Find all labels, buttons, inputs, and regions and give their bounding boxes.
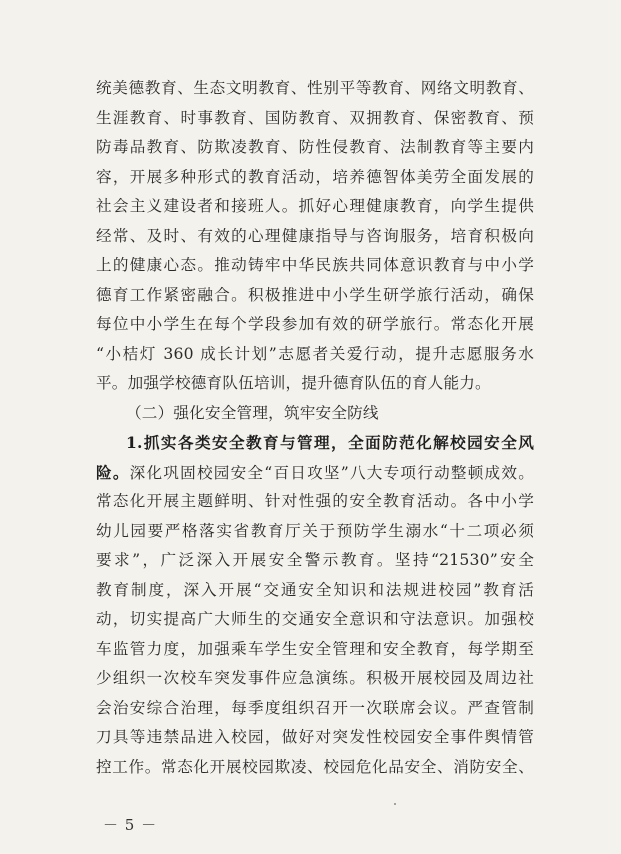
document-body: [96, 74, 534, 782]
body-line: 教育制度，深入开展“交通安全知识和法规进校园”教育活: [96, 580, 534, 599]
scan-speck: [394, 803, 396, 805]
body-line: 每位中小学生在每个学段参加有效的研学旅行。常态化开展: [96, 315, 534, 333]
body-line: [96, 458, 534, 488]
section-heading: （二）强化安全管理，筑牢安全防线: [126, 403, 379, 422]
body-line: 德育工作紧密融合。积极推进中小学生研学旅行活动，确保: [96, 285, 534, 304]
body-line: 统美德教育、生态文明教育、性别平等教育、网络文明教育、: [96, 79, 534, 97]
body-line: 刀具等违禁品进入校园，做好对突发性校园安全事件舆情管: [96, 728, 534, 746]
bold-intro-end: 险。: [96, 462, 130, 482]
body-line-rest: 深化巩固校园安全“百日攻坚”八大专项行动整顿成效。: [129, 463, 534, 482]
body-line: 少组织一次校车突发事件应急演练。积极开展校园及周边社: [96, 669, 534, 687]
bold-intro-text: 1.抓实各类安全教育与管理，全面防范化解校园安全风: [126, 433, 534, 452]
body-line: 经常、及时、有效的心理健康指导与咨询服务，培育积极向: [96, 226, 534, 245]
body-line: 会治安综合治理，每季度组织召开一次联席会议。严查管制: [96, 698, 534, 717]
bold-intro-line: [96, 428, 534, 458]
body-line: 要求”，广泛深入开展安全警示教育。坚持“21530”安全: [96, 551, 534, 569]
page-number: － 5 －: [103, 816, 158, 834]
body-line: 动，切实提高广大师生的交通安全意识和守法意识。加强校: [96, 610, 534, 628]
body-line: 生涯教育、时事教育、国防教育、双拥教育、保密教育、预: [96, 108, 534, 127]
body-line: 上的健康心态。推动铸牢中华民族共同体意识教育与中小学: [96, 256, 534, 274]
body-line: 社会主义建设者和接班人。抓好心理健康教育，向学生提供: [96, 197, 534, 215]
body-line: 平。加强学校德育队伍培训，提升德育队伍的育人能力。: [96, 374, 491, 392]
body-line: 控工作。常态化开展校园欺凌、校园危化品安全、消防安全、: [96, 757, 534, 776]
body-line: 车监管力度，加强乘车学生安全管理和安全教育，每学期至: [96, 639, 534, 658]
body-line: 防毒品教育、防欺凌教育、防性侵教育、法制教育等主要内: [96, 138, 534, 156]
body-line: “小桔灯 360 成长计划”志愿者关爱行动，提升志愿服务水: [96, 344, 534, 363]
body-line: 常态化开展主题鲜明、针对性强的安全教育活动。各中小学: [96, 492, 534, 510]
body-line: 幼儿园要严格落实省教育厅关于预防学生溺水“十二项必须: [96, 521, 534, 540]
body-line: 容，开展多种形式的教育活动，培养德智体美劳全面发展的: [96, 167, 534, 186]
